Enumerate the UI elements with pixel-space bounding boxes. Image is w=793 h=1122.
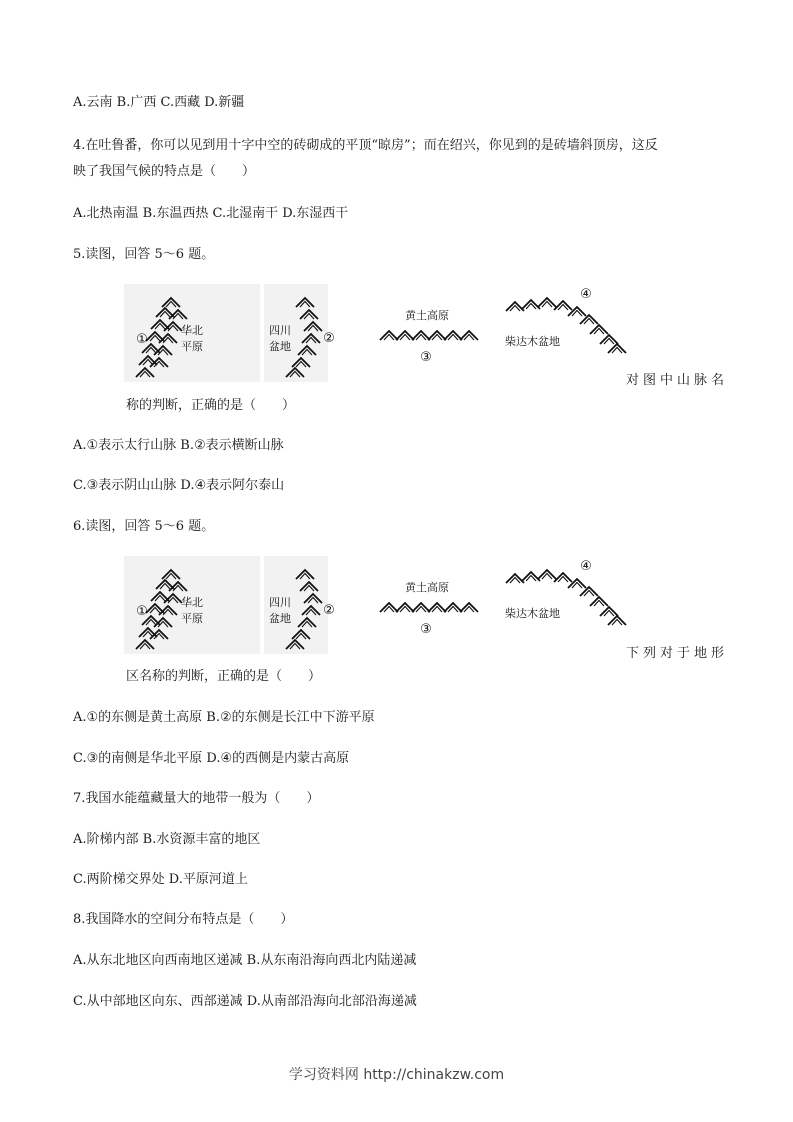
q8-stem: 8.我国降水的空间分布特点是（ ） <box>73 912 294 927</box>
marker-3: ③ <box>420 622 432 637</box>
label-qaidam-basin: 柴达木盆地 <box>505 335 560 348</box>
q6-option-cd: C.③的南侧是华北平原 D.④的西侧是内蒙古高原 <box>73 751 350 766</box>
mountain-range-3 <box>380 331 478 340</box>
marker-3: ③ <box>420 350 432 365</box>
q8-option-cd: C.从中部地区向东、西部递减 D.从南部沿海向北部沿海递减 <box>73 994 417 1009</box>
q7-option-cd: C.两阶梯交界处 D.平原河道上 <box>73 872 248 887</box>
marker-1: ① <box>136 332 148 347</box>
label-qaidam-basin: 柴达木盆地 <box>505 607 560 620</box>
q6-cont-text: 区名称的判断，正确的是（ ） <box>126 669 322 684</box>
q4-options: A.北热南温 B.东温西热 C.北湿南干 D.东湿西干 <box>73 206 349 221</box>
marker-1: ① <box>136 604 148 619</box>
marker-4: ④ <box>580 287 592 302</box>
q7-stem: 7.我国水能蕴藏量大的地带一般为（ ） <box>73 791 320 806</box>
q7-option-ab: A.阶梯内部 B.水资源丰富的地区 <box>73 832 261 847</box>
marker-4: ④ <box>580 559 592 574</box>
q6-stem: 6.读图，回答 5～6 题。 <box>73 519 215 534</box>
label-sichuan-2: 盆地 <box>269 612 291 625</box>
mountain-range-3 <box>380 603 478 612</box>
q5-option-cd: C.③表示阴山山脉 D.④表示阿尔泰山 <box>73 478 285 493</box>
marker-2: ② <box>323 331 335 346</box>
label-sichuan-1: 四川 <box>269 596 291 609</box>
label-huabei-1: 华北 <box>181 324 203 337</box>
label-loess-plateau: 黄土高原 <box>405 581 449 594</box>
label-huabei-1: 华北 <box>181 596 203 609</box>
mountain-diagram <box>124 554 634 656</box>
q5-figure <box>124 282 634 384</box>
q5-option-ab: A.①表示太行山脉 B.②表示横断山脉 <box>73 438 284 453</box>
q6-figure <box>124 554 634 656</box>
label-sichuan-1: 四川 <box>269 324 291 337</box>
q8-option-ab: A.从东北地区向西南地区递减 B.从东南沿海向西北内陆递减 <box>73 953 417 968</box>
q6-side-text: 下列对于地形 <box>626 646 729 661</box>
mountain-diagram <box>124 282 634 384</box>
footer-watermark: 学习资料网 http://chinakzw.com <box>288 1067 505 1083</box>
q6-option-ab: A.①的东侧是黄土高原 B.②的东侧是长江中下游平原 <box>73 710 375 725</box>
q3-options: A.云南 B.广西 C.西藏 D.新疆 <box>73 95 245 110</box>
marker-2: ② <box>323 603 335 618</box>
q5-cont-text: 称的判断，正确的是（ ） <box>126 398 296 413</box>
q5-stem: 5.读图，回答 5～6 题。 <box>73 247 215 262</box>
label-huabei-2: 平原 <box>181 612 203 625</box>
label-huabei-2: 平原 <box>181 340 203 353</box>
q4-stem-line2: 映了我国气候的特点是（ ） <box>73 164 256 179</box>
label-loess-plateau: 黄土高原 <box>405 309 449 322</box>
q4-stem-line1: 4.在吐鲁番，你可以见到用十字中空的砖砌成的平顶“晾房”；而在绍兴，你见到的是砖墙斜顶房，这反 <box>73 138 658 153</box>
label-sichuan-2: 盆地 <box>269 340 291 353</box>
q5-side-text: 对图中山脉名 <box>626 373 729 388</box>
